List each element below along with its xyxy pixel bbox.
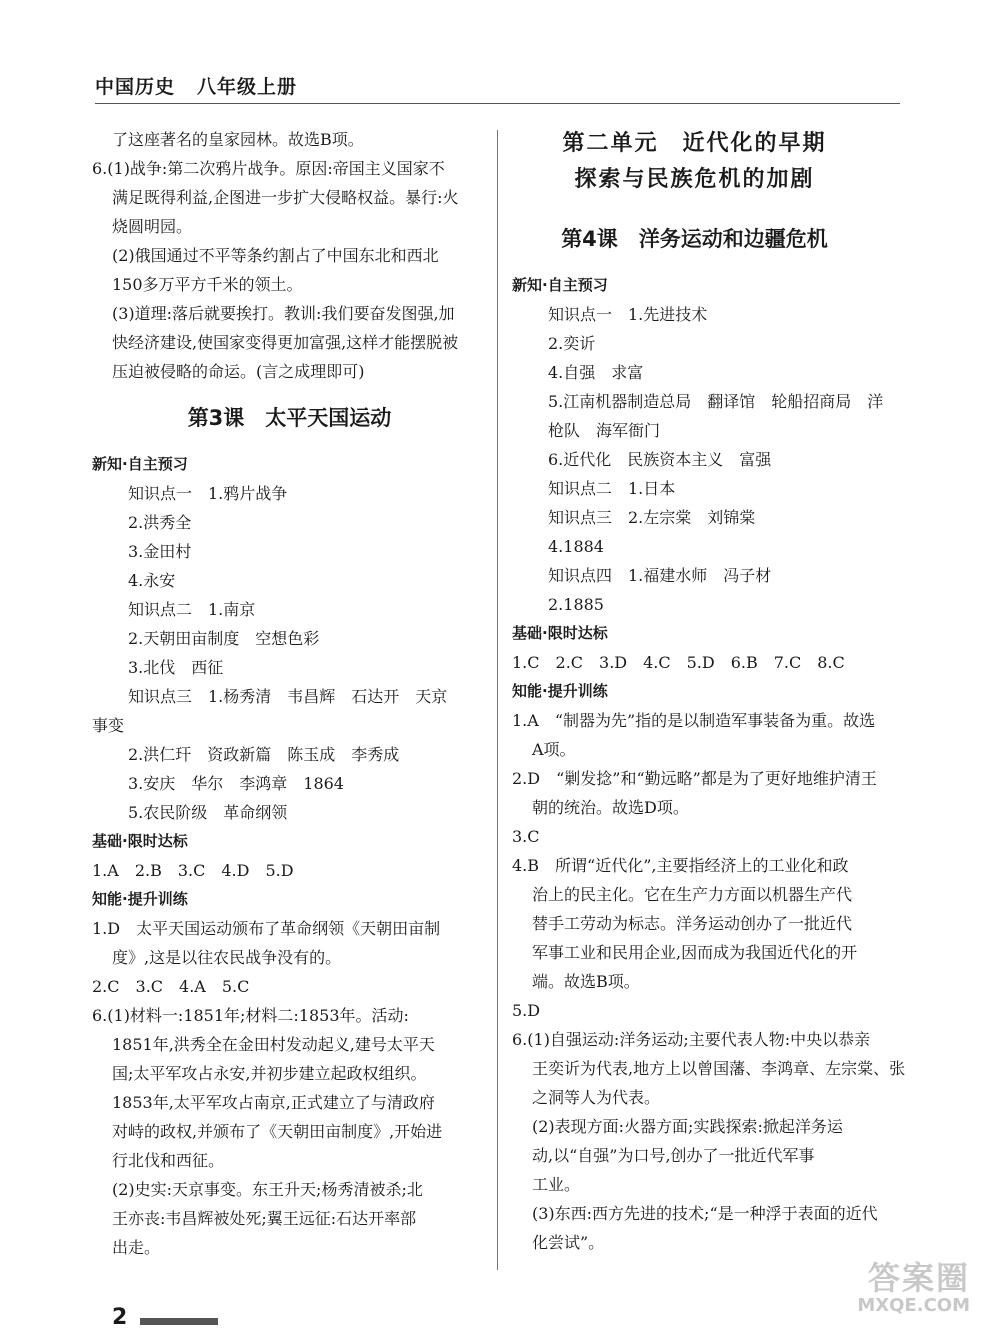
right-column — [512, 125, 906, 1257]
section-heading: 新知·自主预习 — [512, 276, 608, 294]
section-heading: 基础·限时达标 — [92, 832, 188, 850]
answer-line: 1.D 太平天国运动颁布了革命纲领《天朝田亩制 — [92, 919, 441, 938]
answer-line: 出走。 — [112, 1238, 161, 1257]
answer-line: 王亦丧:韦昌辉被处死;翼王远征:石达开率部 — [112, 1209, 417, 1228]
answer-line: 2.洪仁玕 资政新篇 陈玉成 李秀成 — [128, 745, 400, 764]
answer-line: (3)东西:西方先进的技术;“是一种浮于表面的近代 — [532, 1204, 878, 1223]
subject-title: 中国历史 — [95, 76, 176, 98]
answer-line: (2)表现方面:火器方面;实践探索:掀起洋务运 — [532, 1117, 843, 1136]
answer-line: 3.金田村 — [128, 542, 192, 561]
answer-line: 2.天朝田亩制度 空想色彩 — [128, 629, 320, 648]
page-number-bar — [140, 1318, 218, 1325]
answer-line: (2)俄国通过不平等条约割占了中国东北和西北 — [112, 246, 439, 265]
answer-line: 3.C — [512, 827, 540, 846]
answer-line: 知识点四 1.福建水师 冯子材 — [548, 566, 772, 585]
column-divider — [497, 130, 498, 1270]
answer-line: 知识点一 1.先进技术 — [548, 305, 708, 324]
answer-line: 事变 — [92, 716, 125, 735]
unit-title: 探索与民族危机的加剧 — [574, 166, 815, 192]
answer-line: 5.D — [512, 1001, 541, 1020]
answer-line: 知识点三 2.左宗棠 刘锦棠 — [548, 508, 756, 527]
answer-line: (2)史实:天京事变。东王升天;杨秀清被杀;北 — [112, 1180, 423, 1199]
lesson-title: 第4课 洋务运动和边疆危机 — [561, 227, 828, 251]
answer-line: 快经济建设,使国家变得更加富强,这样才能摆脱被 — [112, 333, 459, 352]
answer-line: 4.1884 — [548, 537, 604, 556]
header-rule — [95, 103, 900, 104]
answer-line: 6.近代化 民族资本主义 富强 — [548, 450, 772, 469]
answer-line: 1.C 2.C 3.D 4.C 5.D 6.B 7.C 8.C — [512, 653, 845, 672]
answer-line: 1.A “制器为先”指的是以制造军事装备为重。故选 — [512, 711, 876, 730]
grade-title: 八年级上册 — [197, 76, 298, 98]
answer-line: 4.B 所谓“近代化”,主要指经济上的工业化和政 — [512, 856, 849, 875]
answer-line: 5.农民阶级 革命纲领 — [128, 803, 288, 822]
section-heading: 基础·限时达标 — [512, 624, 608, 642]
answer-line: 知识点二 1.南京 — [128, 600, 256, 619]
answer-line: 知识点一 1.鸦片战争 — [128, 484, 288, 503]
watermark-logo-text: 答案圈 — [867, 1259, 970, 1297]
answer-line: 替手工劳动为标志。洋务运动创办了一批近代 — [532, 914, 853, 933]
answer-line: 4.自强 求富 — [548, 363, 644, 382]
answer-line: 行北伐和西征。 — [112, 1151, 225, 1170]
answer-line: 了这座著名的皇家园林。故选B项。 — [112, 130, 364, 149]
spacer — [512, 197, 877, 207]
answer-line: 1851年,洪秀全在金田村发动起义,建号太平天 — [112, 1035, 435, 1054]
lesson-title: 第3课 太平天国运动 — [187, 406, 392, 430]
answer-line: 2.C 3.C 4.A 5.C — [92, 977, 250, 996]
answer-line: 150多万平方千米的领土。 — [112, 275, 303, 294]
answer-line: 2.1885 — [548, 595, 604, 614]
answer-line: 2.洪秀全 — [128, 513, 192, 532]
section-heading: 知能·提升训练 — [512, 682, 608, 700]
answer-line: 对峙的政权,并颁布了《天朝田亩制度》,开始进 — [112, 1122, 443, 1141]
section-heading: 知能·提升训练 — [92, 890, 188, 908]
watermark-site-text: MXQE.COM — [857, 1295, 970, 1316]
answer-line: 国;太平军攻占永安,并初步建立起政权组织。 — [112, 1064, 427, 1083]
page-number: 2 — [112, 1305, 128, 1330]
watermark-logo — [820, 1260, 970, 1320]
running-header — [95, 72, 297, 99]
answer-line: 王奕䜣为代表,地方上以曾国藩、李鸿章、左宗棠、张 — [532, 1059, 906, 1078]
answer-line: 度》,这是以往农民战争没有的。 — [112, 948, 342, 967]
answer-line: (3)道理:落后就要挨打。教训:我们要奋发图强,加 — [112, 304, 455, 323]
answer-line: 治上的民主化。它在生产力方面以机器生产代 — [532, 885, 853, 904]
answer-line: 朝的统治。故选D项。 — [532, 798, 689, 817]
answer-line: 枪队 海军衙门 — [548, 421, 661, 440]
unit-title: 第二单元 近代化的早期 — [562, 130, 827, 156]
answer-line: 3.北伐 西征 — [128, 658, 224, 677]
answer-line: 1853年,太平军攻占南京,正式建立了与清政府 — [112, 1093, 435, 1112]
section-heading: 新知·自主预习 — [92, 455, 188, 473]
answer-line: 压迫被侵略的命运。(言之成理即可) — [112, 362, 365, 381]
answer-line: 2.D “剿发捻”和“勤远略”都是为了更好地维护清王 — [512, 769, 877, 788]
answer-line: 6.(1)自强运动:洋务运动;主要代表人物:中央以恭亲 — [512, 1030, 871, 1049]
answer-line: 化尝试”。 — [532, 1233, 605, 1252]
answer-line: 4.永安 — [128, 571, 176, 590]
answer-line: 知识点三 1.杨秀清 韦昌辉 石达开 天京 — [128, 687, 448, 706]
answer-line: 6.(1)战争:第二次鸦片战争。原因:帝国主义国家不 — [92, 159, 445, 178]
answer-line: 动,以“自强”为口号,创办了一批近代军事 — [532, 1146, 815, 1165]
answer-line: 军事工业和民用企业,因而成为我国近代化的开 — [532, 943, 858, 962]
answer-line: 2.奕䜣 — [548, 334, 596, 353]
answer-line: 知识点二 1.日本 — [548, 479, 676, 498]
left-column — [92, 125, 487, 1262]
answer-line: 端。故选B项。 — [532, 972, 640, 991]
answer-line: 工业。 — [532, 1175, 581, 1194]
answer-line: 3.安庆 华尔 李鸿章 1864 — [128, 774, 344, 793]
answer-line: 之洞等人为代表。 — [532, 1088, 661, 1107]
answer-line: 1.A 2.B 3.C 4.D 5.D — [92, 861, 294, 880]
answer-line: 烧圆明园。 — [112, 217, 193, 236]
answer-line: 6.(1)材料一:1851年;材料二:1853年。活动: — [92, 1006, 409, 1025]
answer-line: 5.江南机器制造总局 翻译馆 轮船招商局 洋 — [548, 392, 884, 411]
answer-line: A项。 — [532, 740, 576, 759]
answer-line: 满足既得利益,企图进一步扩大侵略权益。暴行:火 — [112, 188, 459, 207]
